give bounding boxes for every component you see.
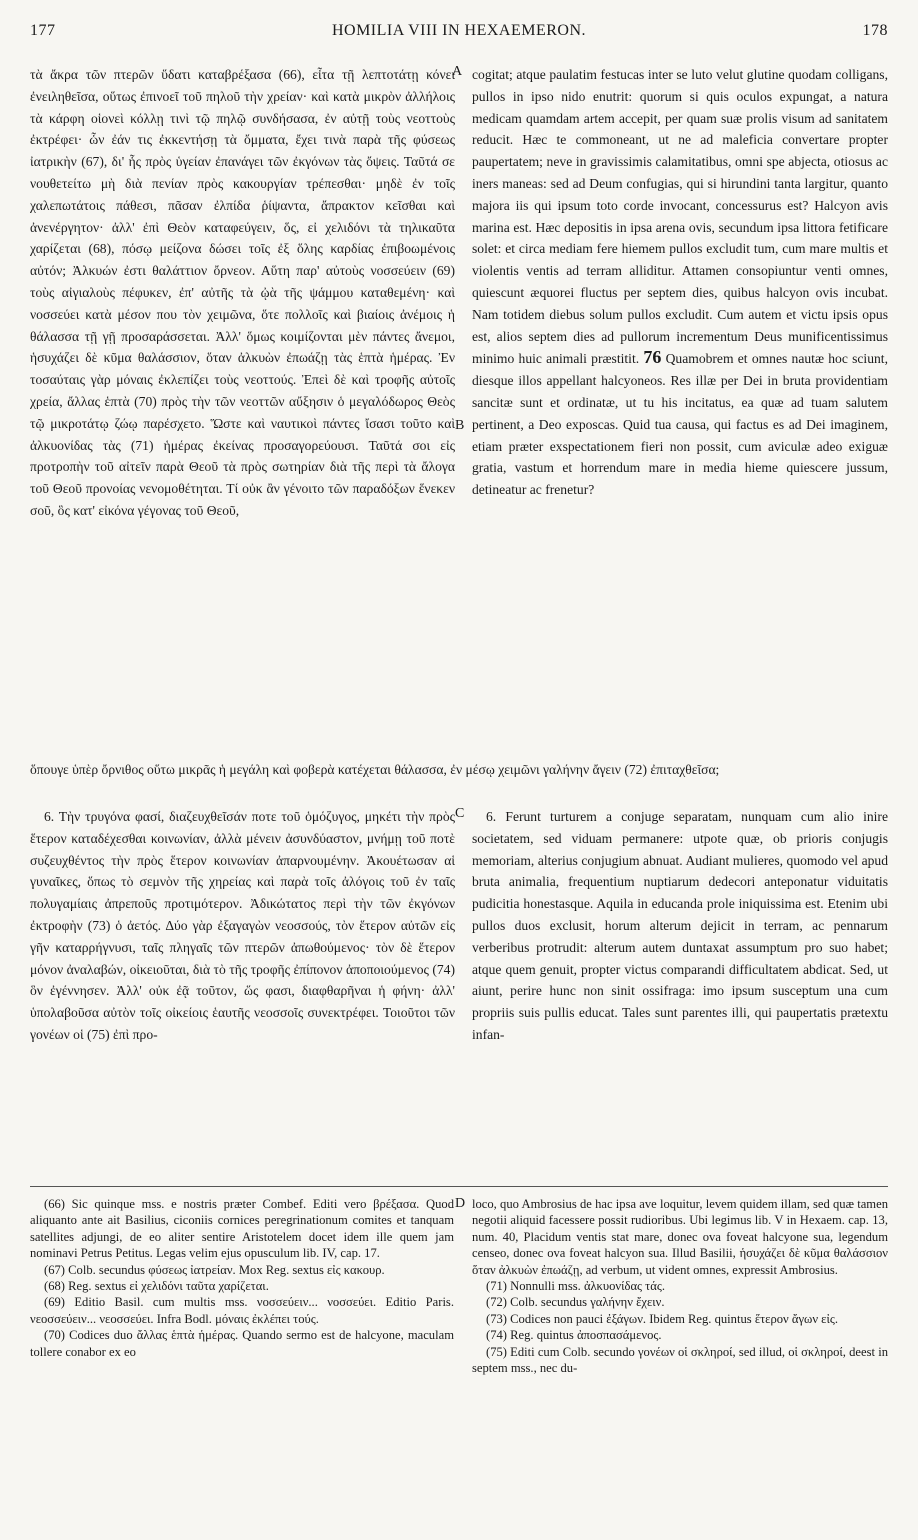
footnote: (71) Nonnulli mss. ἀλκυονίδας τάς.: [486, 1279, 665, 1294]
latin-paragraph: [472, 64, 888, 501]
latin-text-a: cogitat; atque paulatim festucas inter se luto velut glutine quodam colligans, pullos in ipso nido enutrit: quorum si quis oculos expungat, a natura medicam quamdam artem accepit, per quam suæ prolis visum ad sanitatem reducit. Hæc te commoneant, ut ne ad maleficia convertare propter paupertatem; neve in gravissimis calamitatibus, omni spe abjecta, otiosus ac iners maneas: sed ad Deum confugias, qui si hirundini tanta largitur, quanto majora iis qui ipsum toto corde invocant, concessurus est? Halcyon avis marina est. Hæc depositis in ipsa arena ovis, secundum ipsa littora fetificare solet: et circa mediam fere hiemem pullos excludit tum, cum mare multis et violentis ventis ad terram alliditur. Attamen consopiuntur venti omnes, quiescunt æquorei fluctus per septem dies, quibus halcyon ovis incubat. Nam totidem diebus solum pullos excludit. Cum autem et victu ipsis opus est, alios septem dies ad pullorum incrementum Deus munificentissimus minimo huic animali præstitit.: [472, 67, 888, 367]
footnote: (67) Colb. secundus φύσεως ἰατρείαν. Mox Reg. sextus εἰς κακουρ.: [44, 1262, 385, 1277]
page-number-right: 178: [862, 22, 888, 39]
greek-fullwidth-line: ὅπουγε ὑπὲρ ὄρνιθος οὕτω μικρᾶς ἡ μεγάλη καὶ φοβερὰ κατέχεται θάλασσα, ἐν μέσῳ χειμῶνι γαλήνην ἄγειν (72) ἐπιταχθεῖσα;: [30, 762, 720, 777]
latin-column-top: [472, 64, 888, 501]
greek-column-bottom: [30, 806, 455, 1046]
page-header: [30, 22, 888, 50]
footnote: (75) Editi cum Colb. secundo γονέων οἱ σκληροί, sed illud, οἱ σκληροί, deest in septem mss., nec du-: [472, 1344, 888, 1376]
latin-column-bottom: [472, 806, 888, 1046]
running-title: HOMILIA VIII IN HEXAEMERON.: [331, 22, 587, 39]
margin-marker-c: C: [455, 806, 465, 821]
footnotes-right: [472, 1196, 888, 1376]
footnote: (73) Codices non pauci ἐξάγων. Ibidem Reg. quintus ἕτερον ἄγων εἰς.: [486, 1311, 838, 1326]
margin-marker-b: B: [455, 418, 465, 433]
footnote-divider: [30, 1186, 888, 1187]
footnote: (72) Colb. secundus γαλήνην ἔχειν.: [486, 1295, 665, 1310]
footnote: (74) Reg. quintus ἀποσπασάμενος.: [486, 1328, 662, 1343]
footnote: (68) Reg. sextus εἰ χελιδόνι ταῦτα χαρίζεται.: [44, 1279, 269, 1294]
column-number: 76: [643, 347, 662, 368]
page-number-left: 177: [30, 22, 56, 39]
footnotes-left: [30, 1196, 454, 1360]
latin-text-b: Quamobrem et omnes nautæ hoc sciunt, diesque illos appellant halcyoneos. Res illæ per Dei in bruta providentiam sancitæ sunt et ordinatæ, ut tu his incitatus, ea quæ ad tuam salutem pertinent, a Deo exposcas. Quid tua causa, qui factus es ad Dei imaginem, etiam præter exspectationem fieri non possit, cum aviculæ adeo exiguæ gratia, vastum et horrendum mare in media hieme quiescere jussum, detineatur ac frenetur?: [472, 351, 888, 498]
greek-column-top: [30, 64, 455, 522]
footnote: (69) Editio Basil. cum multis mss. νοσσεύειν... νοσσεύει. Editio Paris. νεοσσεύειν... νεοσσεύει. Infra Bodl. μόναις ἐκλέπει τούς.: [30, 1295, 454, 1326]
greek-paragraph-6: 6. Τὴν τρυγόνα φασί, διαζευχθεῖσάν ποτε τοῦ ὁμόζυγος, μηκέτι τὴν πρὸς ἕτερον καταδέχεσθαι κοινωνίαν, ἀλλὰ μένειν ἀσυνδύαστον, μνήμῃ τοῦ ποτὲ συζευχθέντος τὴν πρὸς ἕτερον κοινωνίαν ἀπαρνουμένην. Ἀκουέτωσαν αἱ γυναῖκες, ὅπως τὸ σεμνὸν τῆς χηρείας καὶ παρὰ τοῖς ἀλόγοις τοῦ ἐν ταῖς πολυγαμίαις ἀπρεποῦς προτιμότερον. Ἀδικώτατος περὶ τὴν τῶν ἐκγόνων ἐκτροφὴν (73) ὁ ἀετός. Δύο γὰρ ἐξαγαγὼν νεοσσούς, τὸν ἕτερον αὐτῶν εἰς γῆν καταρρήγνυσι, ταῖς πληγαῖς τῶν πτερῶν ἀπωθούμενος· τὸν δὲ ἕτερον μόνον ἀναλαβών, οἰκειοῦται, διὰ τὸ τῆς τροφῆς ἐπίπονον ἀποποιούμενος (74) ὃν ἐγέννησεν. Ἀλλ' οὐκ ἐᾷ τοῦτον, ὥς φασι, διαφθαρῆναι ἡ φήνη· ἀλλ' ὑπολαβοῦσα αὐτὸν τοῖς οἰκείοις ἑαυτῆς νεοσσοῖς συνεκτρέφει. Τοιοῦτοι τῶν γονέων οἱ (75) ἐπὶ προ-: [30, 809, 455, 1042]
margin-marker-d: D: [455, 1196, 466, 1211]
latin-paragraph-6: 6. Ferunt turturem a conjuge separatam, nunquam cum alio inire societatem, sed viduam permanere: utpote quæ, ob prioris conjugis memoriam, alterius conjugium abnuat. Audiant mulieres, quomodo vel apud bruta animalia, frequentium nuptiarum dedecori anteponatur viduitatis pudicitia honestasque. Aquila in educanda prole iniquissima est. Etenim ubi pullos duos exclusit, horum alterum dejicit in terram, ac pennarum verberibus protrudit: alterum autem duntaxat assumptum pro suo habet; atque quem genuit, propter victus comparandi difficultatem abdicat. Sed, ut aiunt, perire hunc non sinit ossifraga: imo ipsum susceptum una cum propriis suis pullis educat. Tales sunt parentes illi, qui paupertatis prætextu infan-: [472, 809, 888, 1042]
footnote: loco, quo Ambrosius de hac ipsa ave loquitur, levem quidem illam, sed quæ tamen negotii aliquid facessere possit rudioribus. Ubi legimus lib. V in Hexaem. cap. 13, num. 40, Placidum ventis stat mare, donec ova foveat halcyone sua, legendum censeo, donec ova foveat halcyon sua. Illud Basilii, ἡσυχάζει δὲ κῦμα θαλάσσιον ὅταν ἀλκυὼν ἐπωάζῃ, ad verbum, ut vident omnes, expressit Ambrosius.: [472, 1197, 888, 1277]
greek-paragraph: τὰ ἄκρα τῶν πτερῶν ὕδατι καταβρέξασα (66), εἶτα τῇ λεπτοτάτῃ κόνει ἐνειληθεῖσα, οὕτως ἐπινοεῖ τοῦ πηλοῦ τὴν χρείαν· καὶ κατὰ μικρὸν ἀλλήλοις τὰ κάρφη οἱονεὶ κόλλῃ τινὶ τῷ πηλῷ συνδήσασα, ἐν αὐτῇ τοὺς νεοττοὺς ἐκτρέφει· ὧν ἐάν τις ἐκκεντήσῃ τὰ ὄμματα, ἔχει τινὰ παρὰ τῆς φύσεως ἰατρικὴν (67), δι' ἧς πρὸς ὑγείαν ἐπανάγει τῶν ἐκγόνων τὰς ὄψεις. Ταῦτά σε νουθετείτω μὴ διὰ πενίαν πρὸς κακουργίαν τρέπεσθαι· μηδὲ ἐν τοῖς χαλεπωτάτοις πάθεσι, πᾶσαν ἐλπίδα ῥίψαντα, ἄπρακτον κεῖσθαι καὶ ἀνενέργητον· ἀλλ' ἐπὶ Θεὸν καταφεύγειν, ὅς, εἰ χελιδόνι τὰ τηλικαῦτα χαρίζεται (68), πόσῳ μείζονα δώσει τοῖς ἐξ ὅλης καρδίας ἐπιβοωμένοις αὐτόν; Ἀλκυών ἐστι θαλάττιον ὄρνεον. Αὕτη παρ' αὐτοὺς νοσσεύειν (69) τοὺς αἰγιαλοὺς πέφυκεν, ἐπ' αὐτῆς τὰ ᾠὰ τῆς ψάμμου καταθεμένη· καὶ νοσσεύει κατὰ μέσον που τὸν χειμῶνα, ὅτε πολλοῖς καὶ βιαίοις ἀνέμοις ἡ θάλασσα τῇ γῇ προσαράσσεται. Ἀλλ' ὅμως κοιμίζονται μὲν πάντες ἄνεμοι, ἡσυχάζει δὲ κῦμα θαλάσσιον, ὅταν ἀλκυὼν ἐπωάζῃ τὰς ἑπτὰ ἡμέρας. Ἐν τοσαύταις γὰρ μόναις ἐκλεπίζει τοὺς νεοττούς. Ἐπεὶ δὲ καὶ τροφῆς αὐτοῖς χρεία, ἄλλας ἑπτὰ (70) πρὸς τὴν τῶν νεοττῶν αὔξησιν ὁ μεγαλόδωρος Θεὸς τῷ μικροτάτῳ ζώῳ παρέσχετο. Ὥστε καὶ ναυτικοὶ πάντες ἴσασι τοῦτο καὶ ἀλκυονίδας τὰς (71) ἡμέρας ἐκείνας προσαγορεύουσι. Ταῦτά σοι εἰς προτροπὴν τοῦ αἰτεῖν παρὰ Θεοῦ τὰ πρὸς σωτηρίαν διὰ τῆς περὶ τὰ ἄλογα τοῦ Θεοῦ προνοίας νενομοθέτηται. Τί οὐκ ἂν γένοιτο τῶν παραδόξων ἕνεκεν σοῦ, ὃς κατ' εἰκόνα γέγονας τοῦ Θεοῦ,: [30, 67, 455, 518]
footnote: (70) Codices duo ἄλλας ἑπτὰ ἡμέρας. Quando sermo est de halcyone, maculam tollere conabor ex eo: [30, 1328, 454, 1359]
margin-marker-a: A: [452, 64, 463, 79]
footnote: (66) Sic quinque mss. e nostris præter Combef. Editi vero βρέξασα. Quod aliquanto ante ait Basilius, ciconiis cornices peregrinationum comites et tanquam satellites adjungi, de eo aliter sentire Aristotelem docet idem ille quem jam nominavi Petrus Petitus. Legas velim ejus opusculum lib. IV, cap. 17.: [30, 1197, 454, 1261]
